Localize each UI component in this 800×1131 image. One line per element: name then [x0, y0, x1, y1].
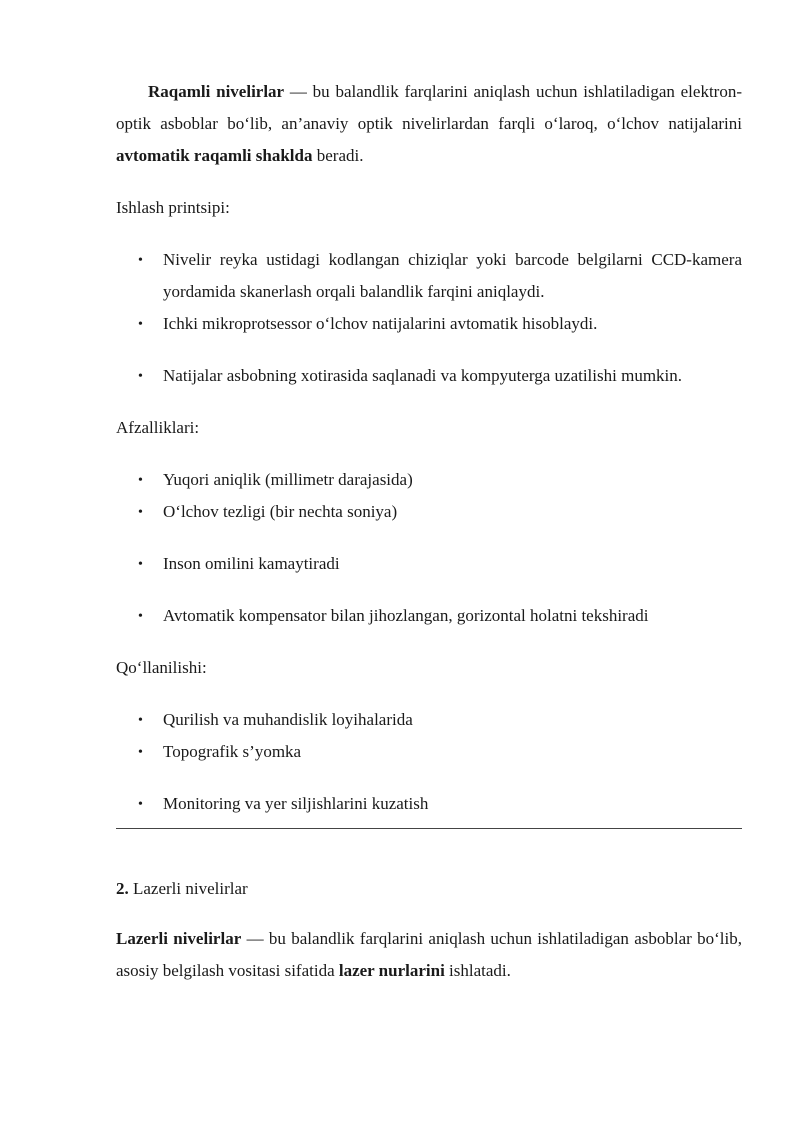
bullet-icon: •	[138, 253, 143, 268]
horizontal-divider	[116, 828, 742, 829]
list-item: • Yuqori aniqlik (millimetr darajasida)	[116, 464, 742, 496]
list-item: • Nivelir reyka ustidagi kodlangan chiziqlar yoki barcode belgilarni CCD-kamera yordamida skanerlash orqali balandlik farqini aniqlaydi.	[116, 244, 742, 308]
bullet-icon: •	[138, 797, 143, 812]
list-item: • Qurilish va muhandislik loyihalarida	[116, 704, 742, 736]
intro-term: Raqamli nivelirlar	[148, 82, 285, 101]
section2-heading	[116, 873, 742, 905]
document-page	[116, 76, 742, 987]
section2-term: Lazerli nivelirlar	[116, 929, 242, 948]
list-item: • Ichki mikroprotsessor o‘lchov natijalarini avtomatik hisoblaydi.	[116, 308, 742, 340]
usage-heading: Qo‘llanilishi:	[116, 658, 207, 677]
principle-heading: Ishlash printsipi:	[116, 198, 230, 217]
intro-paragraph	[116, 76, 742, 172]
list-item: • Avtomatik kompensator bilan jihozlangan, gorizontal holatni tekshiradi	[116, 600, 742, 632]
bullet-icon: •	[138, 505, 143, 520]
bullet-icon: •	[138, 609, 143, 624]
section2-paragraph: Lazerli nivelirlar — bu balandlik farqlarini aniqlash uchun ishlatiladigan asboblar bo‘lib, asosiy belgilash vositasi sifatida lazer nurlarini ishlatadi.	[116, 929, 743, 980]
list-item: • Inson omilini kamaytiradi	[116, 548, 742, 580]
section2-bold: lazer nurlarini	[338, 961, 445, 980]
bullet-icon: •	[138, 745, 143, 760]
bullet-icon: •	[138, 369, 143, 384]
usage-list	[116, 704, 742, 820]
section2-title: Lazerli nivelirlar	[128, 879, 248, 898]
bullet-icon: •	[138, 557, 143, 572]
principle-list	[116, 244, 742, 392]
list-item: • Natijalar asbobning xotirasida saqlanadi va kompyuterga uzatilishi mumkin.	[116, 360, 742, 392]
intro-bold: avtomatik raqamli shaklda	[116, 146, 313, 165]
bullet-icon: •	[138, 713, 143, 728]
advantages-heading: Afzalliklari:	[116, 418, 200, 437]
list-item: • Topografik s’yomka	[116, 736, 742, 768]
advantages-list	[116, 464, 742, 632]
bullet-icon: •	[138, 317, 143, 332]
list-item: • Monitoring va yer siljishlarini kuzatish	[116, 788, 742, 820]
intro-text-a: — bu balandlik farqlarini aniqlash uchun ishlatiladigan elektron-optik asboblar bo‘lib, an’anaviy optik nivelirlardan farqli o‘laroq, o‘lchov natijalarini	[116, 82, 742, 133]
section2-number: 2.	[116, 879, 129, 898]
list-item: • O‘lchov tezligi (bir nechta soniya)	[116, 496, 742, 528]
bullet-icon: •	[138, 473, 143, 488]
intro-text-c: beradi.	[312, 146, 364, 165]
